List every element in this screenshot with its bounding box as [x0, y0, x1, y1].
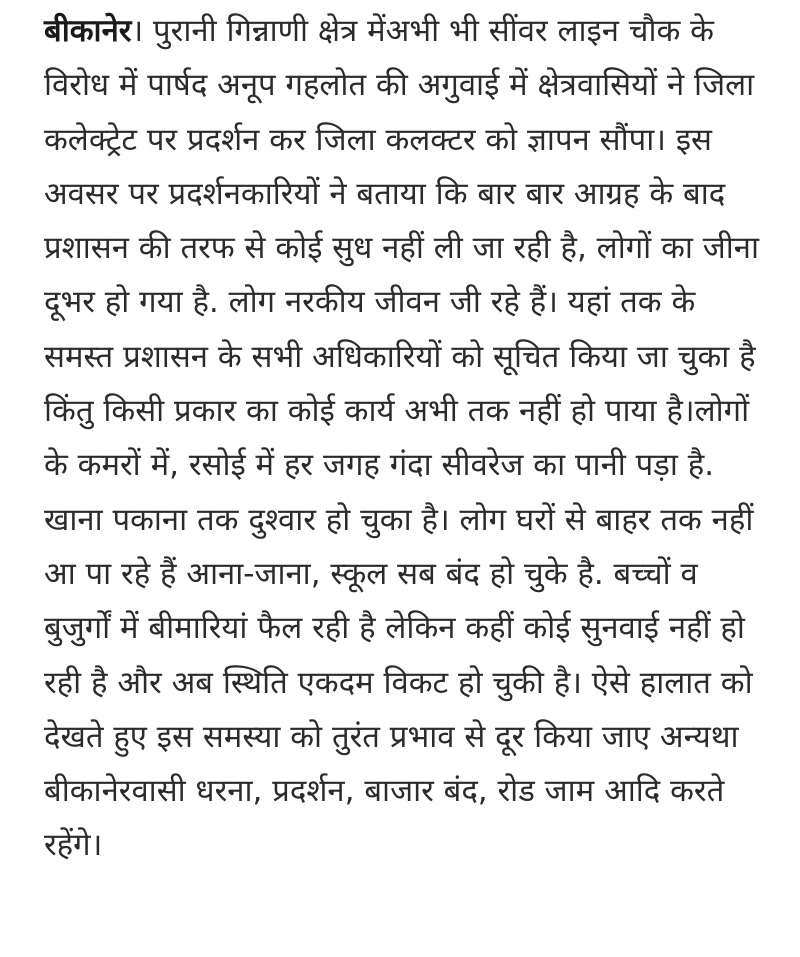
article-paragraph — [44, 4, 760, 873]
article-body: । पुरानी गिन्नाणी क्षेत्र मेंअभी भी सींवर लाइन चौक के विरोध में पार्षद अनूप गहलोत की अगुवाई में क्षेत्रवासियों ने जिला कलेक्ट्रेट पर प्रदर्शन कर जिला कलक्टर को ज्ञापन सौंपा। इस अवसर पर प्रदर्शनकारियों ने बताया कि बार बार आग्रह के बाद प्रशासन की तरफ से कोई सुध नहीं ली जा रही है, लोगों का जीना दूभर हो गया है. लोग नरकीय जीवन जी रहे हैं। यहां तक के समस्त प्रशासन के सभी अधिकारियों को सूचित किया जा चुका है किंतु किसी प्रकार का कोई कार्य अभी तक नहीं हो पाया है।लोगों के कमरों में, रसोई में हर जगह गंदा सीवरेज का पानी पड़ा है. खाना पकाना तक दुश्वार हो चुका है। लोग घरों से बाहर तक नहीं आ पा रहे हैं आना-जाना, स्कूल सब बंद हो चुके है. बच्चों व बुजुर्गों में बीमारियां फैल रही है लेकिन कहीं कोई सुनवाई नहीं हो रही है और अब स्थिति एकदम विकट हो चुकी है। ऐसे हालात को देखते हुए इस समस्या को तुरंत प्रभाव से दूर किया जाए अन्यथा बीकानेरवासी धरना, प्रदर्शन, बाजार बंद, रोड जाम आदि करते रहेंगे। — [44, 13, 760, 864]
article-dateline: बीकानेर — [44, 13, 132, 49]
